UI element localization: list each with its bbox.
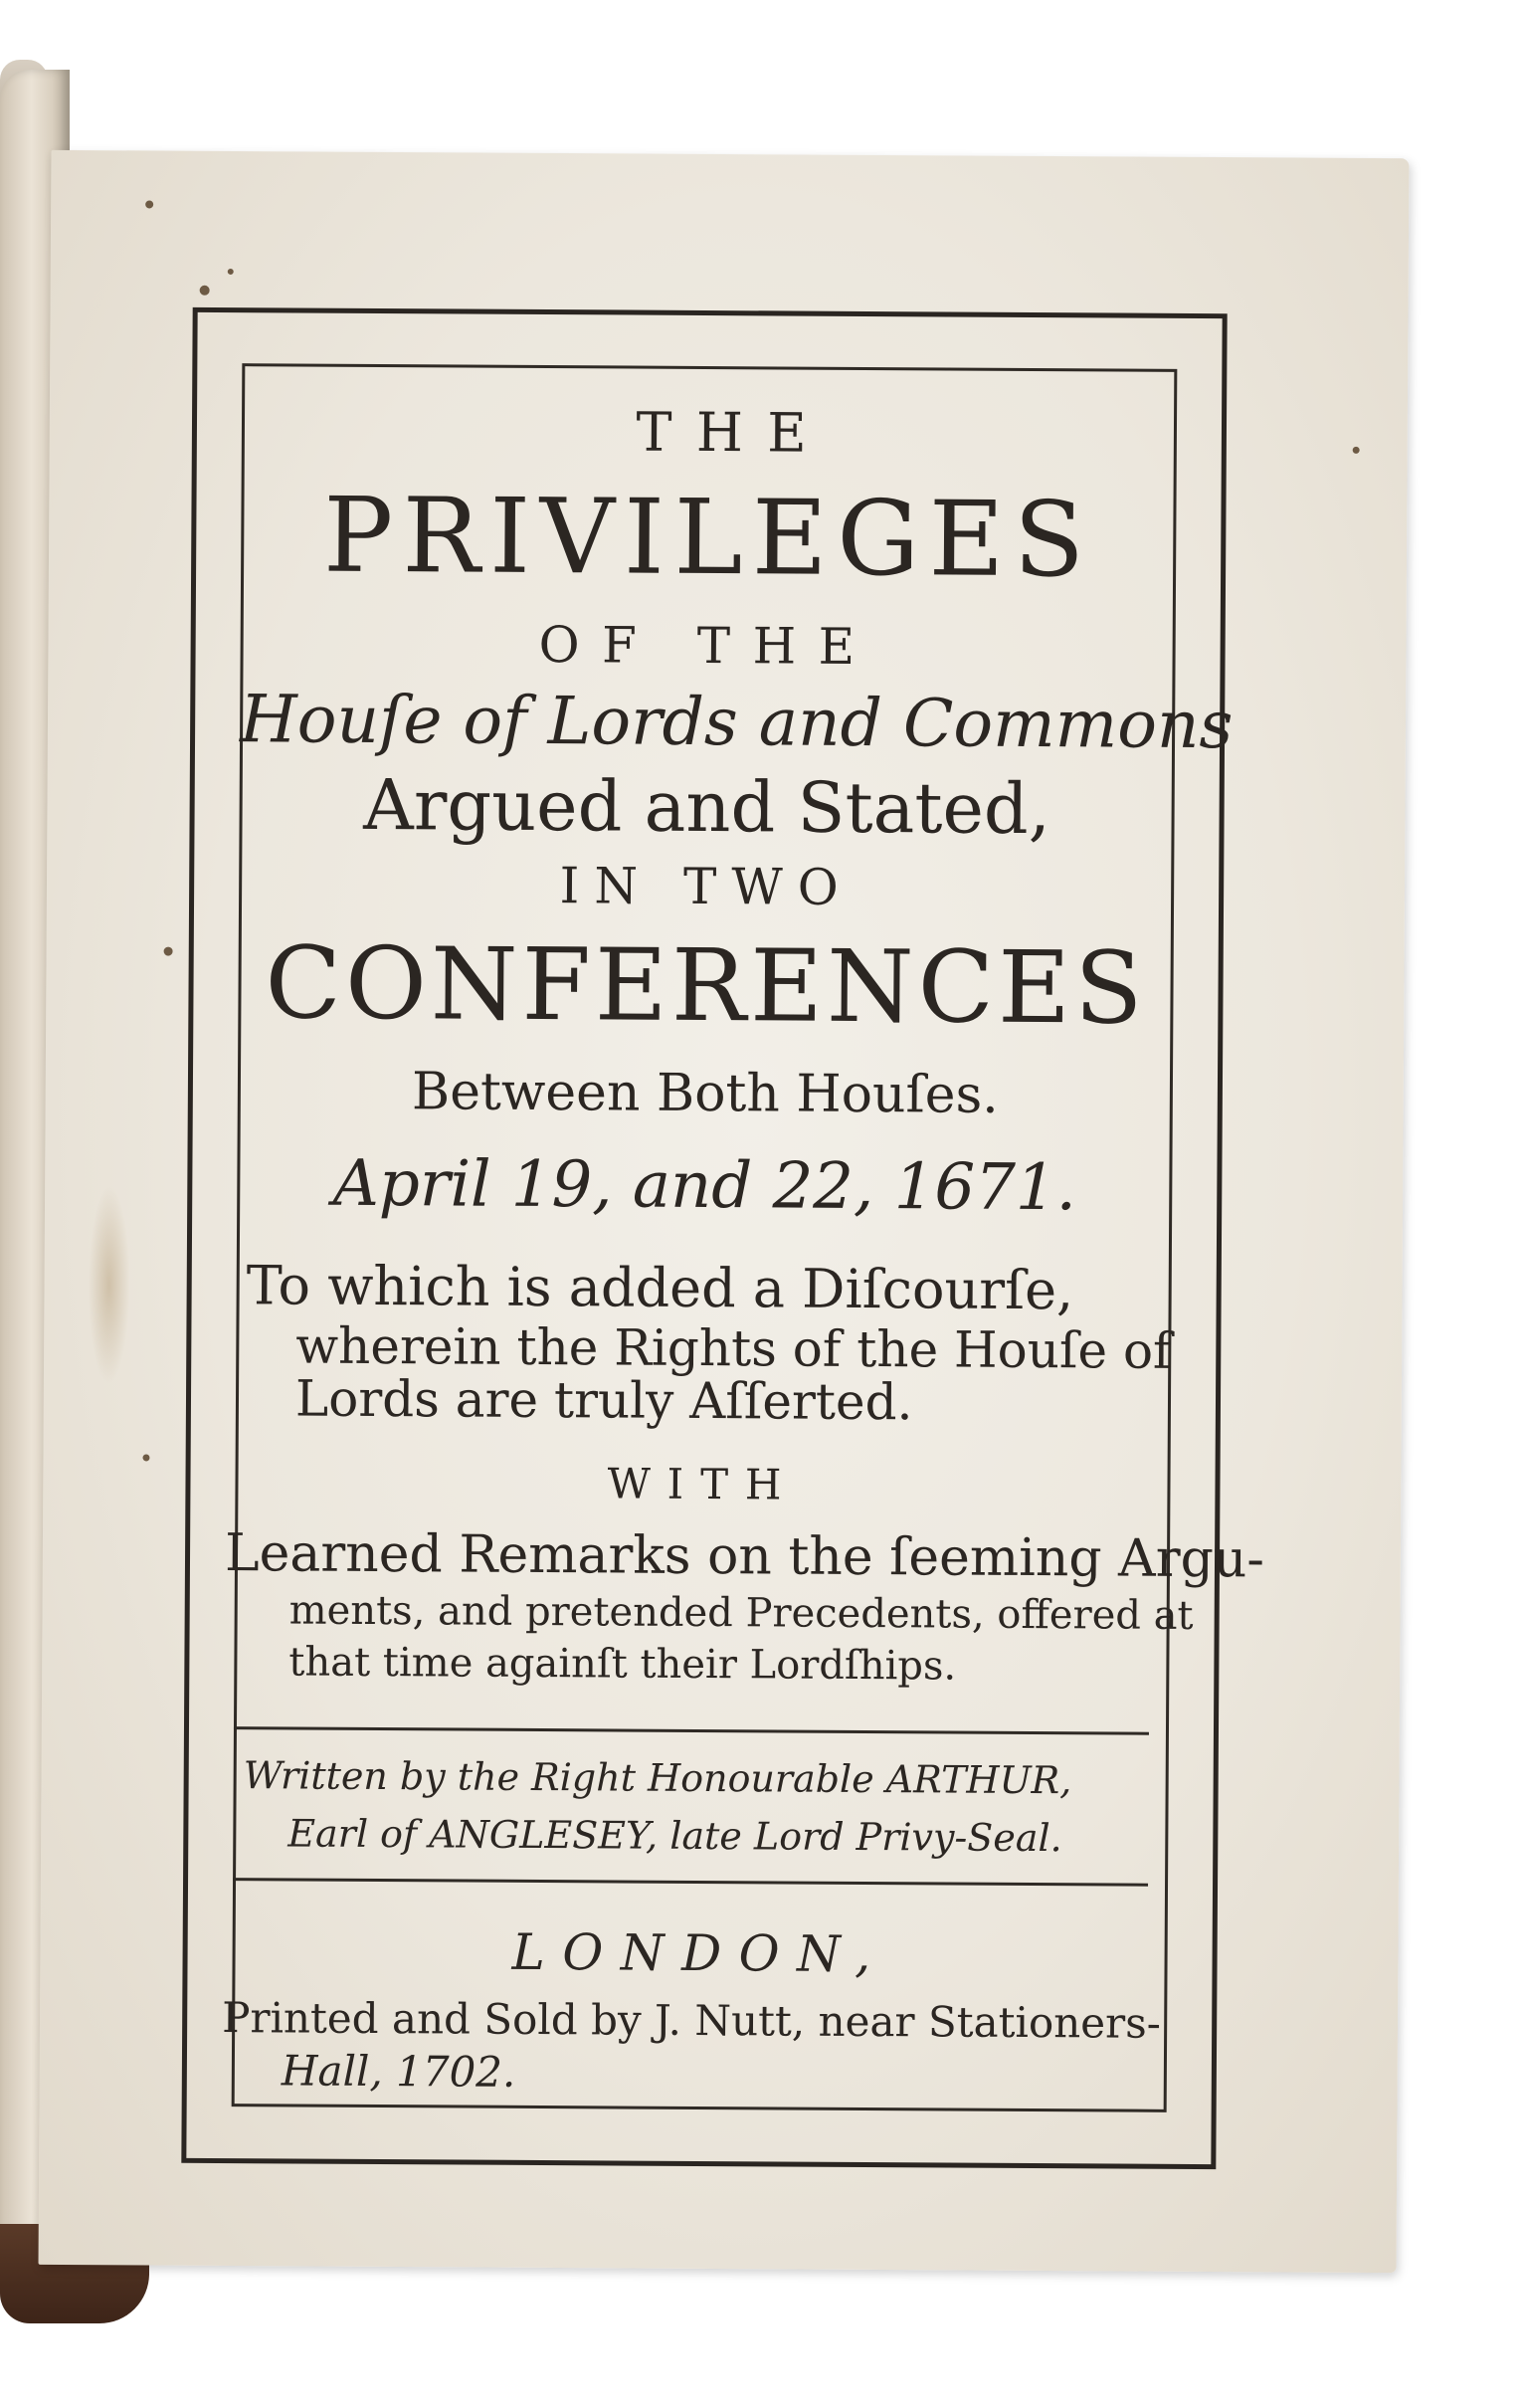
title-dates: April 19, and 22, 1671. — [332, 1146, 1077, 1226]
foxing-spot — [200, 286, 210, 296]
added-line-1: To which is added a Diſcourſe, — [246, 1254, 1074, 1322]
title-between: Between Both Houſes. — [411, 1062, 999, 1125]
title-the: THE — [636, 400, 832, 465]
paper-stain — [88, 1185, 130, 1384]
foxing-spot — [142, 1454, 149, 1461]
title-of-the: OF THE — [538, 615, 877, 677]
imprint-line-2: Hall, 1702. — [281, 2046, 516, 2097]
remarks-line-2: ments, and pretended Precedents, offered at — [288, 1587, 1194, 1640]
title-with: WITH — [607, 1459, 799, 1509]
author-line-2: Earl of ANGLESEY, late Lord Privy-Seal. — [287, 1811, 1062, 1861]
foxing-spot — [1353, 447, 1360, 454]
title-houses: Houſe of Lords and Commons — [239, 681, 1234, 764]
imprint-line-1: Printed and Sold by J. Nutt, near Stationers- — [222, 1993, 1162, 2048]
title-in-two: IN TWO — [559, 857, 854, 916]
remarks-line-3: that time againſt their Lordſhips. — [288, 1639, 957, 1690]
title-argued: Argued and Stated, — [363, 763, 1051, 851]
divider-rule-top — [234, 1726, 1149, 1735]
title-privileges: PRIVILEGES — [322, 474, 1094, 601]
remarks-line-1: Learned Remarks on the ſeeming Argu- — [224, 1523, 1265, 1590]
foxing-spot — [228, 269, 234, 275]
divider-rule-bottom — [233, 1878, 1148, 1887]
author-line-1: Written by the Right Honourable ARTHUR, — [243, 1753, 1072, 1803]
added-line-2: wherein the Rights of the Houſe of — [295, 1316, 1172, 1380]
title-conferences: CONFERENCES — [265, 924, 1147, 1047]
foxing-spot — [145, 200, 153, 208]
added-line-3: Lords are truly Aſſerted. — [294, 1369, 913, 1432]
imprint-city: LONDON, — [511, 1922, 888, 1984]
title-page-text — [222, 363, 1265, 2112]
foxing-spot — [164, 947, 173, 956]
